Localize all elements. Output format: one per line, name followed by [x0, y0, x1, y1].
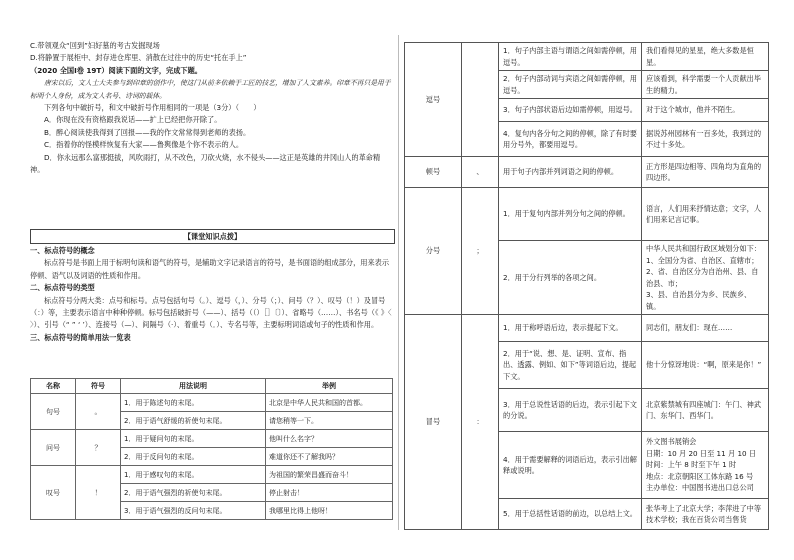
usage-cell: 1．句子内部主语与谓语之间如需停顿，用逗号。	[499, 43, 642, 71]
usage-cell: 3．句子内部状语后边如需停顿，用逗号。	[499, 99, 642, 122]
example-cell: 请您稍等一下。	[266, 412, 393, 430]
example-cell: 我们看得见的星星，绝大多数是恒星。	[642, 43, 769, 71]
usage-cell: 4．复句内各分句之间的停顿，除了有时要用分号外，都要用逗号。	[499, 122, 642, 157]
example-cell: 中华人民共和国行政区域划分如下： 1、全国分为省、自治区、直辖市； 2、省、自治区分为自治州、县、自治县、市； 3、县、自治县分为乡、民族乡、镇。	[642, 241, 769, 315]
punct-name: 分号	[405, 188, 462, 315]
usage-cell: 用于句子内部并列词语之间的停顿。	[499, 157, 642, 188]
header-example: 举例	[266, 379, 393, 394]
example-cell: 他叫什么名字？	[266, 430, 393, 448]
usage-cell: 3．用于语气强烈的反问句末尾。	[121, 502, 266, 520]
usage-cell: 3．用于总说性话语的后边，表示引起下文的分说。	[499, 389, 642, 432]
punctuation-table-small	[30, 378, 393, 520]
question-stem: 下列各句中破折号，和文中破折号作用相同的一项是（3分）（ ）	[44, 103, 261, 113]
header-name: 名称	[31, 379, 76, 394]
table-row	[31, 430, 393, 448]
punct-symbol: 、	[462, 157, 499, 188]
punct-name: 问号	[31, 430, 76, 466]
punct-name: 顿号	[405, 157, 462, 188]
column-divider	[398, 35, 399, 530]
punct-name: 逗号	[405, 43, 462, 157]
choice-a: A．你现在没有资格跟我说话——扩上已经把你开除了。	[44, 115, 222, 125]
example-cell: 据说苏州园林有一百多处，我到过的不过十多处。	[642, 122, 769, 157]
section-2-title: 二、标点符号的类型	[30, 283, 95, 293]
example-cell: 对于这个城市，他并不陌生。	[642, 99, 769, 122]
option-d-line: D.将静置于展柜中、封存进仓库里、消散在过往中的历史“托在手上”	[30, 53, 247, 63]
knowledge-section	[30, 245, 393, 344]
punct-name: 句号	[31, 394, 76, 430]
usage-cell: 4．用于需要解释的词语后边，表示引出解释或说明。	[499, 432, 642, 499]
usage-cell: 2．用于语气舒缓的祈使句末尾。	[121, 412, 266, 430]
punct-symbol: ！	[76, 466, 121, 520]
example-cell: 北京是中华人民共和国的首都。	[266, 394, 393, 412]
section-banner: 【课堂知识点拨】	[30, 229, 395, 244]
choice-c: C．指着你的怪模样恢复有大家——鲁舆像是个你不表示的人。	[44, 140, 244, 150]
punct-name: 叹号	[31, 466, 76, 520]
punct-symbol: ？	[76, 430, 121, 466]
example-cell: 张华考上了北京大学；李萍进了中等技术学校；我在百货公司当售货	[642, 499, 769, 530]
header-usage: 用法说明	[121, 379, 266, 394]
section-3-title: 三、标点符号的简单用法一览表	[30, 332, 131, 342]
table-row	[405, 188, 769, 241]
punct-symbol: 。	[76, 394, 121, 430]
example-cell: 语言，人们用来抒情达意；文字，人们用来记言记事。	[642, 188, 769, 241]
example-cell: 他十分惊讶地说：“啊，原来是你！”	[642, 342, 769, 389]
punct-name: 冒号	[405, 315, 462, 530]
example-cell: 外文图书展销会 日期：10 月 20 日至 11 月 10 日 时间：上午 8 时至下午 1 时 地点：北京朝阳区工体东路 16 号 主办单位：中国图书进出口总公司	[642, 432, 769, 499]
section-1-title: 一、标点符号的概念	[30, 246, 95, 255]
question-source: （2020 全国Ⅰ卷 19T）阅读下面的文字，完成下题。	[30, 65, 202, 75]
passage-text: 唐宋以后，文人士大夫参与到印章的创作中，使这门从前多依赖于工匠的技艺，增加了人文素养。印章不再只是用于标明个人身份，成为文人名号、诗词的载体。	[30, 79, 391, 100]
example-cell: 北京紫禁城有四座城门：午门、神武门、东华门、西华门。	[642, 389, 769, 432]
example-cell: 应该看到，科学需要一个人贡献出毕生的精力。	[642, 71, 769, 99]
punct-symbol: ：	[462, 315, 499, 530]
usage-cell: 1．用于感叹句的末尾。	[121, 466, 266, 484]
usage-cell: 2．用于反问句的末尾。	[121, 448, 266, 466]
usage-cell: 1．用于陈述句的末尾。	[121, 394, 266, 412]
example-cell: 为祖国的繁荣昌盛而奋斗！	[266, 466, 393, 484]
table-row	[405, 157, 769, 188]
usage-cell: 2．句子内部动词与宾语之间如需停顿，用逗号。	[499, 71, 642, 99]
usage-cell: 5．用于总括性话语的前边，以总结上文。	[499, 499, 642, 530]
option-c-line: C.带领观众“回到”妇好墓的考古发掘现场	[30, 41, 160, 50]
example-cell: 我哪里比得上他呀！	[266, 502, 393, 520]
choice-b: B．醉心阅读使我得到了回报——我的作文常常得到老师的表扬。	[44, 127, 251, 137]
punctuation-table-large	[404, 42, 769, 530]
table-row	[405, 43, 769, 71]
example-cell: 难道你还不了解我吗？	[266, 448, 393, 466]
header-symbol: 符号	[76, 379, 121, 394]
table-row	[405, 315, 769, 342]
usage-cell: 2．用于“说、想、是、证明、宣布、指出、透露、例如、如下”等词语后边，提起下文。	[499, 342, 642, 389]
usage-cell: 2．用于语气强烈的祈使句末尾。	[121, 484, 266, 502]
section-1-text: 标点符号是书面上用于标明句读和语气的符号，是辅助文字记录语言的符号，是书面语的组成部分，用来表示停顿、语气以及词语的性质和作用。	[30, 258, 390, 280]
table-header-row	[31, 379, 393, 394]
left-column	[30, 40, 393, 176]
usage-cell: 1．用于称呼语后边，表示提起下文。	[499, 315, 642, 342]
example-cell: 正方形是四边相等、四角均为直角的四边形。	[642, 157, 769, 188]
punct-symbol	[462, 43, 499, 157]
example-cell: 停止射击！	[266, 484, 393, 502]
punct-symbol: ；	[462, 188, 499, 315]
section-2-text: 标点符号分两大类：点号和标号。点号包括句号（。）、逗号（，）、分号（；）、问号（？）、叹号（！）及冒号（：）等，主要表示语言中种种停顿。标号包括破折号（——）、括号（（）［］〔〕）、省略号（……）、书名号（《 》〈 〉）、引号（“ ” ‘ ’）、连接号（—）、间隔号（·）、着重号（．）、专名号等，主要标明词语或句子的性质和作用。	[30, 295, 392, 330]
usage-cell: 2．用于分行列举的各项之间。	[499, 241, 642, 315]
choice-d: D．你永远那么富那挺拔，风吹雨打，从不改色，刀砍火烧，水不侵头——这正是英雄的井冈山人的革命精神。	[30, 152, 381, 175]
usage-cell: 1．用于复句内部并列分句之间的停顿。	[499, 188, 642, 241]
example-cell: 同志们，朋友们：现在……	[642, 315, 769, 342]
usage-cell: 1．用于疑问句的末尾。	[121, 430, 266, 448]
table-row	[31, 394, 393, 412]
table-row	[31, 466, 393, 484]
